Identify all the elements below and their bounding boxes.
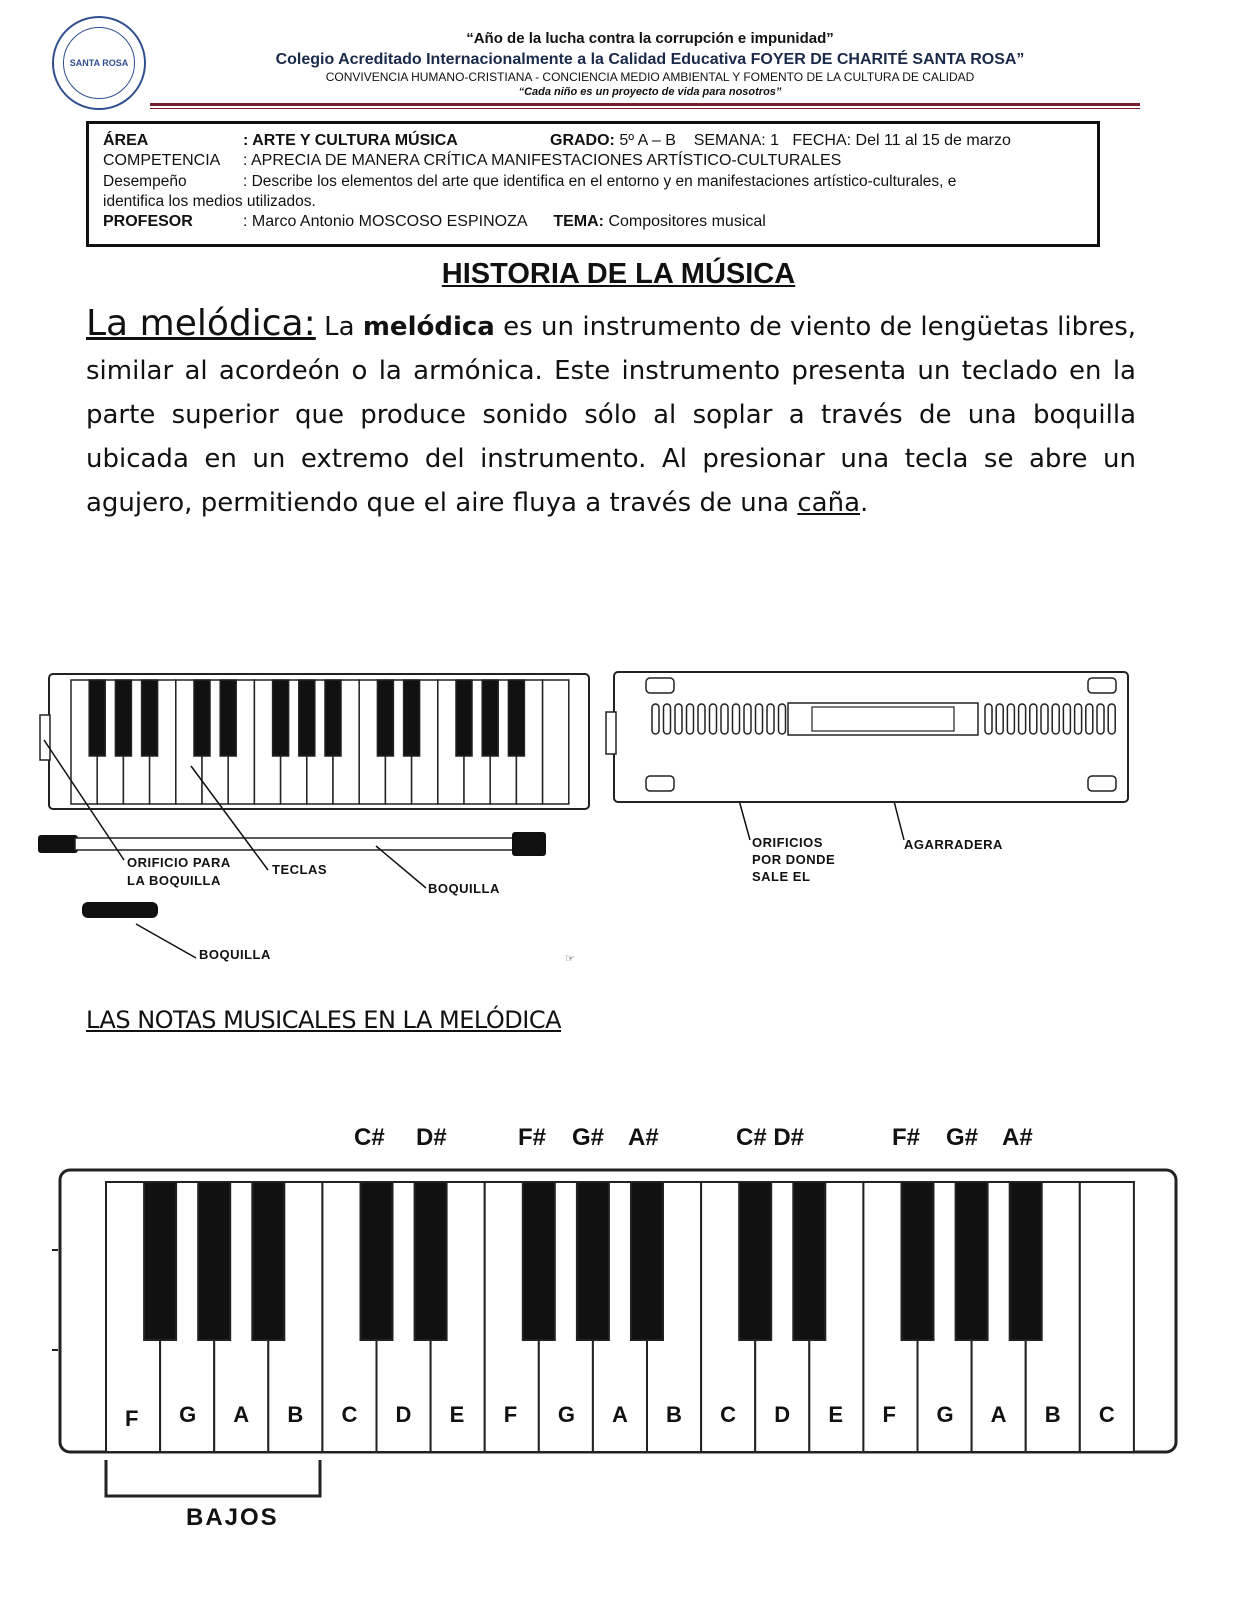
black-key [415, 1182, 447, 1340]
black-key [198, 1182, 230, 1340]
note-label-d: D [774, 1402, 791, 1427]
area-value: : ARTE Y CULTURA MÚSICA [243, 132, 458, 149]
black-key [577, 1182, 609, 1340]
note-label-g: G [557, 1402, 575, 1427]
air-slot [756, 704, 763, 734]
grado-label: GRADO: [550, 132, 615, 149]
grado-value: 5º A – B [619, 132, 676, 149]
sharp-label-fs-2: F# [892, 1124, 921, 1151]
air-slot [1075, 704, 1082, 734]
black-key [523, 1182, 555, 1340]
paragraph-bold: melódica [362, 312, 495, 342]
label-orificio-2: LA BOQUILLA [127, 873, 221, 888]
section-title-notas: LAS NOTAS MUSICALES EN LA MELÓDICA [86, 1006, 562, 1034]
note-label-e: E [449, 1402, 465, 1427]
profesor-value: : Marco Antonio MOSCOSO ESPINOZA [243, 213, 527, 230]
note-label-f: F [503, 1402, 518, 1427]
bajos-bracket [106, 1460, 320, 1496]
note-label-a: A [611, 1402, 628, 1427]
note-label-g: G [179, 1402, 197, 1427]
fecha: FECHA: Del 11 al 15 de marzo [792, 132, 1011, 149]
profesor-label: PROFESOR [103, 213, 193, 230]
note-label-f: F [125, 1406, 139, 1431]
paragraph-end: . [860, 488, 869, 518]
air-slot [767, 704, 774, 734]
front-black-key [273, 680, 289, 756]
front-black-key [377, 680, 393, 756]
desempeno-value: : Describe los elementos del arte que identifica en el entorno y en manifestaciones artístico-culturales, e [243, 173, 957, 190]
black-key [956, 1182, 988, 1340]
air-slot [1030, 704, 1037, 734]
label-boquilla: BOQUILLA [428, 881, 500, 896]
header-divider-thin [150, 108, 1140, 109]
front-black-key [508, 680, 524, 756]
stray-mark: ☞ [565, 953, 575, 965]
air-slot [1108, 704, 1115, 734]
air-slot [687, 704, 694, 734]
air-slot [1052, 704, 1059, 734]
air-slot [652, 704, 659, 734]
paragraph-lead: La melódica: [86, 303, 316, 344]
sharp-label-gs-2: G# [946, 1124, 979, 1151]
page-title: HISTORIA DE LA MÚSICA [441, 258, 796, 290]
front-black-key [89, 680, 105, 756]
front-black-key [456, 680, 472, 756]
paragraph-underlined: caña [797, 488, 861, 518]
air-slot [985, 704, 992, 734]
bajos-label: BAJOS [186, 1504, 279, 1531]
black-key [793, 1182, 825, 1340]
front-black-key [115, 680, 131, 756]
front-black-key [482, 680, 498, 756]
school-slogan: “Cada niño es un proyecto de vida para nosotros” [518, 86, 782, 98]
air-slot [1063, 704, 1070, 734]
desempeno-value-2: identifica los medios utilizados. [103, 193, 316, 210]
front-black-key [299, 680, 315, 756]
note-label-a: A [233, 1402, 250, 1427]
front-black-key [194, 680, 210, 756]
note-label-b: B [287, 1402, 304, 1427]
air-slot [733, 704, 740, 734]
note-label-b: B [1044, 1402, 1061, 1427]
area-row [103, 131, 148, 151]
label-boquilla-2: BOQUILLA [199, 947, 271, 962]
air-slot [664, 704, 671, 734]
front-black-key [325, 680, 341, 756]
black-key [361, 1182, 393, 1340]
note-label-c: C [341, 1402, 358, 1427]
note-label-c: C [720, 1402, 737, 1427]
school-name: Colegio Acreditado Internacionalmente a la Calidad Educativa FOYER DE CHARITÉ SANTA ROSA” [275, 51, 1025, 68]
label-orificio-1: ORIFICIO PARA [127, 855, 231, 870]
air-slot [721, 704, 728, 734]
note-label-d: D [395, 1402, 412, 1427]
air-slot [1007, 704, 1014, 734]
note-label-g: G [936, 1402, 954, 1427]
paragraph-text-2: es un instrumento de viento de lengüetas libres, similar al acordeón o la armónica. Este instrumento presenta un teclado en la parte superior que produce sonido sólo al soplar a través de una boquilla ubicada en un extremo del instrumento. Al presionar una tecla se abre un agujero, permitiendo que el aire fluya a través de una [86, 312, 1137, 518]
air-slot [779, 704, 786, 734]
label-agarradera: AGARRADERA [904, 837, 1003, 852]
front-white-key [543, 680, 569, 804]
year-motto: “Año de la lucha contra la corrupción e impunidad” [466, 30, 834, 47]
label-orificios-3: SALE EL [752, 869, 811, 884]
front-black-key [404, 680, 420, 756]
competencia-label: COMPETENCIA [103, 152, 221, 169]
black-key [1010, 1182, 1042, 1340]
desempeno-label: Desempeño [103, 173, 187, 190]
melodica-description [86, 302, 1136, 525]
note-label-f: F [882, 1402, 896, 1427]
profesor-label-wrap [103, 212, 193, 232]
melodica-back-view [606, 672, 1128, 802]
sharp-label-cs-ds: C# D# [736, 1124, 805, 1151]
note-label-a: A [990, 1402, 1007, 1427]
school-logo [52, 16, 146, 110]
note-label-c: C [1098, 1402, 1115, 1427]
air-slot [698, 704, 705, 734]
tema-value: Compositores musical [608, 213, 766, 230]
air-slot [675, 704, 682, 734]
logo-text: SANTA ROSA [63, 27, 135, 99]
sharp-label-gs: G# [572, 1124, 605, 1151]
melodica-front-view [40, 674, 589, 809]
sharp-label-ds: D# [416, 1124, 447, 1151]
black-key [902, 1182, 934, 1340]
label-orificios-1: ORIFICIOS [752, 835, 823, 850]
area-label: ÁREA [103, 132, 149, 149]
air-slot [1019, 704, 1026, 734]
black-key [144, 1182, 176, 1340]
sharp-label-as: A# [628, 1124, 659, 1151]
paragraph-text-1: La [315, 312, 363, 342]
profesor-row [243, 212, 766, 232]
sharp-label-fs: F# [518, 1124, 547, 1151]
note-label-e: E [828, 1402, 844, 1427]
black-key [739, 1182, 771, 1340]
tema-label: TEMA: [553, 213, 604, 230]
grado-row [550, 131, 1011, 151]
label-teclas: TECLAS [272, 862, 327, 877]
air-slot [710, 704, 717, 734]
melodica-diagram [0, 660, 1237, 980]
school-values: CONVIVENCIA HUMANO-CRISTIANA - CONCIENCIA MEDIO AMBIENTAL Y FOMENTO DE LA CULTURA DE CALIDAD [325, 70, 975, 84]
black-key [631, 1182, 663, 1340]
front-black-key [220, 680, 236, 756]
note-label-b: B [666, 1402, 682, 1427]
air-slot [1086, 704, 1093, 734]
label-orificios-2: POR DONDE [752, 852, 836, 867]
header-divider [150, 103, 1140, 106]
air-slot [1097, 704, 1104, 734]
semana: SEMANA: 1 [693, 132, 780, 149]
sharp-label-cs: C# [354, 1124, 385, 1151]
sharp-label-as-2: A# [1002, 1124, 1033, 1151]
air-slot [1041, 704, 1048, 734]
air-slot [744, 704, 751, 734]
front-black-key [142, 680, 158, 756]
area-value-wrap [243, 131, 458, 151]
competencia-value: : APRECIA DE MANERA CRÍTICA MANIFESTACIONES ARTÍSTICO-CULTURALES [243, 152, 842, 169]
black-key [252, 1182, 284, 1340]
air-slot [996, 704, 1003, 734]
note-keyboard [0, 1160, 1237, 1500]
